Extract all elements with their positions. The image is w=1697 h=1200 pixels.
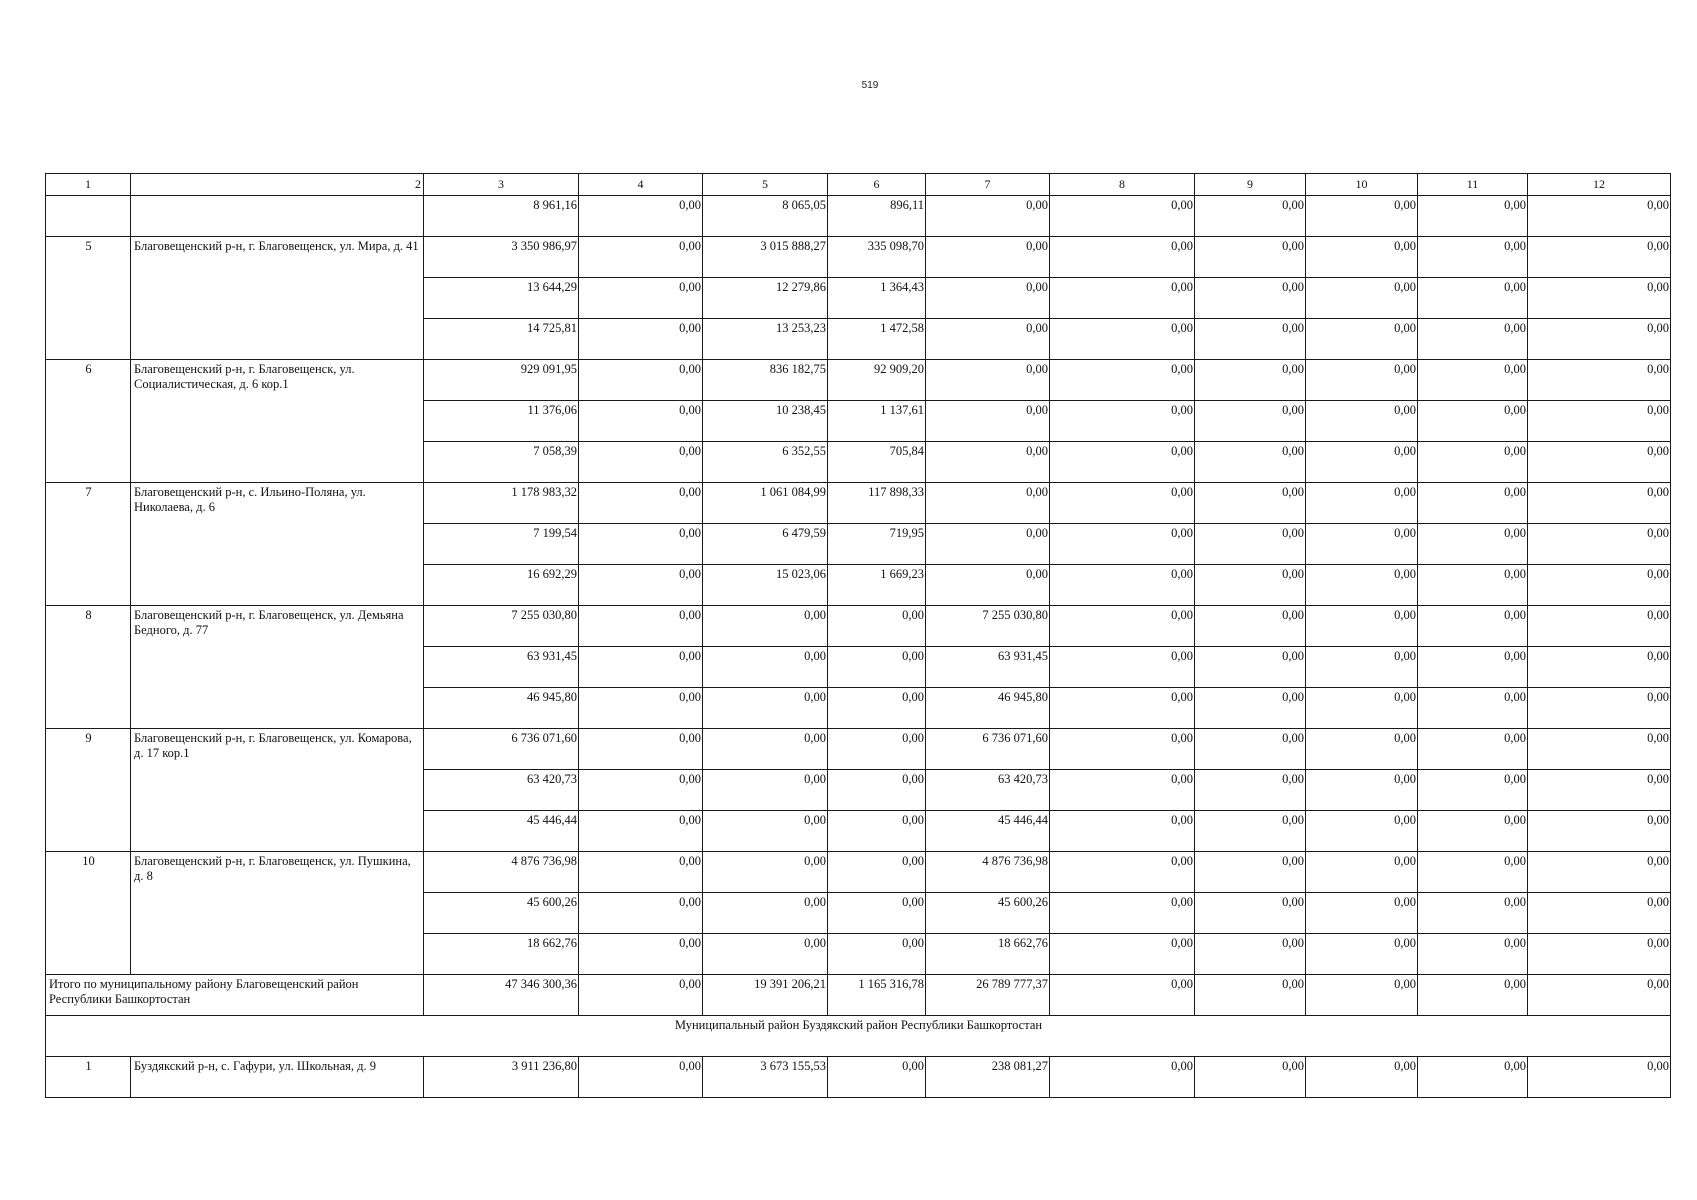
value-cell: 7 058,39 xyxy=(424,442,579,483)
object-number-cell: 7 xyxy=(46,483,131,606)
value-cell: 0,00 xyxy=(1050,524,1195,565)
value-cell: 19 391 206,21 xyxy=(703,975,828,1016)
value-cell: 0,00 xyxy=(1050,1057,1195,1098)
value-cell: 0,00 xyxy=(1195,688,1306,729)
value-cell: 0,00 xyxy=(703,770,828,811)
value-cell: 0,00 xyxy=(1528,811,1671,852)
section-title: Муниципальный район Буздякский район Республики Башкортостан xyxy=(46,1016,1671,1057)
value-cell: 0,00 xyxy=(579,360,703,401)
object-address-cell: Благовещенский р-н, г. Благовещенск, ул. Пушкина, д. 8 xyxy=(131,852,424,975)
column-number-cell: 2 xyxy=(131,174,424,196)
value-cell: 0,00 xyxy=(579,278,703,319)
table-row xyxy=(46,852,1671,893)
value-cell: 0,00 xyxy=(1306,319,1418,360)
value-cell: 0,00 xyxy=(1418,729,1528,770)
value-cell: 0,00 xyxy=(926,401,1050,442)
value-cell: 0,00 xyxy=(1306,483,1418,524)
object-number-cell xyxy=(46,196,131,237)
value-cell: 0,00 xyxy=(1050,975,1195,1016)
value-cell: 0,00 xyxy=(1050,647,1195,688)
value-cell: 0,00 xyxy=(1195,729,1306,770)
value-cell: 0,00 xyxy=(1418,606,1528,647)
table-row xyxy=(46,606,1671,647)
value-cell: 836 182,75 xyxy=(703,360,828,401)
column-number-cell: 11 xyxy=(1418,174,1528,196)
object-number-cell: 10 xyxy=(46,852,131,975)
value-cell: 0,00 xyxy=(1528,278,1671,319)
value-cell: 0,00 xyxy=(1195,237,1306,278)
value-cell: 1 178 983,32 xyxy=(424,483,579,524)
value-cell: 0,00 xyxy=(1418,319,1528,360)
value-cell: 7 255 030,80 xyxy=(424,606,579,647)
value-cell: 0,00 xyxy=(1418,442,1528,483)
value-cell: 0,00 xyxy=(579,975,703,1016)
column-number-row xyxy=(46,174,1671,196)
value-cell: 18 662,76 xyxy=(926,934,1050,975)
value-cell: 45 600,26 xyxy=(926,893,1050,934)
value-cell: 0,00 xyxy=(1418,647,1528,688)
value-cell: 0,00 xyxy=(1195,811,1306,852)
value-cell: 8 961,16 xyxy=(424,196,579,237)
object-number-cell: 8 xyxy=(46,606,131,729)
value-cell: 0,00 xyxy=(1195,770,1306,811)
value-cell: 0,00 xyxy=(1050,893,1195,934)
value-cell: 3 911 236,80 xyxy=(424,1057,579,1098)
column-number-cell: 4 xyxy=(579,174,703,196)
total-label: Итого по муниципальному району Благовещенский район Республики Башкортостан xyxy=(46,975,424,1016)
value-cell: 0,00 xyxy=(1306,278,1418,319)
value-cell: 0,00 xyxy=(1050,196,1195,237)
value-cell: 0,00 xyxy=(579,893,703,934)
value-cell: 0,00 xyxy=(1418,237,1528,278)
value-cell: 0,00 xyxy=(1528,401,1671,442)
value-cell: 0,00 xyxy=(703,729,828,770)
value-cell: 0,00 xyxy=(926,278,1050,319)
value-cell: 6 736 071,60 xyxy=(424,729,579,770)
value-cell: 13 253,23 xyxy=(703,319,828,360)
object-address-cell xyxy=(131,196,424,237)
section-row xyxy=(46,1016,1671,1057)
value-cell: 45 600,26 xyxy=(424,893,579,934)
value-cell: 0,00 xyxy=(1528,729,1671,770)
value-cell: 0,00 xyxy=(1418,524,1528,565)
value-cell: 13 644,29 xyxy=(424,278,579,319)
value-cell: 0,00 xyxy=(579,934,703,975)
value-cell: 0,00 xyxy=(1195,852,1306,893)
value-cell: 10 238,45 xyxy=(703,401,828,442)
value-cell: 0,00 xyxy=(828,647,926,688)
table-row xyxy=(46,196,1671,237)
value-cell: 0,00 xyxy=(1528,893,1671,934)
object-number-cell: 6 xyxy=(46,360,131,483)
value-cell: 0,00 xyxy=(1195,360,1306,401)
value-cell: 0,00 xyxy=(1050,360,1195,401)
value-cell: 7 199,54 xyxy=(424,524,579,565)
value-cell: 0,00 xyxy=(1418,893,1528,934)
value-cell: 0,00 xyxy=(1418,401,1528,442)
value-cell: 0,00 xyxy=(1050,729,1195,770)
value-cell: 3 015 888,27 xyxy=(703,237,828,278)
value-cell: 0,00 xyxy=(579,524,703,565)
value-cell: 0,00 xyxy=(579,647,703,688)
value-cell: 3 350 986,97 xyxy=(424,237,579,278)
value-cell: 6 736 071,60 xyxy=(926,729,1050,770)
value-cell: 0,00 xyxy=(579,483,703,524)
value-cell: 0,00 xyxy=(1050,401,1195,442)
value-cell: 26 789 777,37 xyxy=(926,975,1050,1016)
value-cell: 0,00 xyxy=(1306,688,1418,729)
value-cell: 0,00 xyxy=(1195,442,1306,483)
value-cell: 0,00 xyxy=(828,811,926,852)
column-number-cell: 6 xyxy=(828,174,926,196)
value-cell: 46 945,80 xyxy=(926,688,1050,729)
value-cell: 14 725,81 xyxy=(424,319,579,360)
value-cell: 1 165 316,78 xyxy=(828,975,926,1016)
value-cell: 0,00 xyxy=(1195,606,1306,647)
value-cell: 0,00 xyxy=(1195,975,1306,1016)
value-cell: 92 909,20 xyxy=(828,360,926,401)
table-row xyxy=(46,729,1671,770)
register-table xyxy=(45,173,1671,1098)
value-cell: 0,00 xyxy=(828,1057,926,1098)
value-cell: 0,00 xyxy=(1418,360,1528,401)
value-cell: 0,00 xyxy=(1195,483,1306,524)
value-cell: 0,00 xyxy=(1050,606,1195,647)
value-cell: 63 420,73 xyxy=(424,770,579,811)
column-number-cell: 8 xyxy=(1050,174,1195,196)
value-cell: 47 346 300,36 xyxy=(424,975,579,1016)
value-cell: 1 472,58 xyxy=(828,319,926,360)
value-cell: 0,00 xyxy=(579,237,703,278)
value-cell: 0,00 xyxy=(1050,934,1195,975)
value-cell: 45 446,44 xyxy=(926,811,1050,852)
value-cell: 12 279,86 xyxy=(703,278,828,319)
page-number: 519 xyxy=(861,80,879,91)
value-cell: 0,00 xyxy=(1050,278,1195,319)
value-cell: 0,00 xyxy=(1306,442,1418,483)
value-cell: 0,00 xyxy=(1418,688,1528,729)
value-cell: 0,00 xyxy=(1528,442,1671,483)
column-number-cell: 9 xyxy=(1195,174,1306,196)
value-cell: 0,00 xyxy=(1418,1057,1528,1098)
value-cell: 0,00 xyxy=(1306,729,1418,770)
value-cell: 0,00 xyxy=(1528,319,1671,360)
value-cell: 11 376,06 xyxy=(424,401,579,442)
value-cell: 0,00 xyxy=(1306,975,1418,1016)
value-cell: 0,00 xyxy=(1418,483,1528,524)
value-cell: 0,00 xyxy=(926,524,1050,565)
value-cell: 335 098,70 xyxy=(828,237,926,278)
value-cell: 0,00 xyxy=(1418,811,1528,852)
value-cell: 0,00 xyxy=(926,196,1050,237)
value-cell: 0,00 xyxy=(1528,647,1671,688)
value-cell: 0,00 xyxy=(1050,565,1195,606)
value-cell: 0,00 xyxy=(579,729,703,770)
value-cell: 0,00 xyxy=(1418,975,1528,1016)
value-cell: 0,00 xyxy=(1418,852,1528,893)
value-cell: 0,00 xyxy=(1306,893,1418,934)
object-number-cell: 5 xyxy=(46,237,131,360)
value-cell: 0,00 xyxy=(1418,565,1528,606)
value-cell: 0,00 xyxy=(1418,196,1528,237)
value-cell: 0,00 xyxy=(1306,401,1418,442)
column-number-cell: 12 xyxy=(1528,174,1671,196)
column-number-cell: 7 xyxy=(926,174,1050,196)
value-cell: 238 081,27 xyxy=(926,1057,1050,1098)
value-cell: 0,00 xyxy=(703,934,828,975)
value-cell: 4 876 736,98 xyxy=(424,852,579,893)
value-cell: 0,00 xyxy=(1306,606,1418,647)
value-cell: 0,00 xyxy=(1528,483,1671,524)
value-cell: 0,00 xyxy=(1195,524,1306,565)
value-cell: 0,00 xyxy=(579,688,703,729)
value-cell: 0,00 xyxy=(1528,975,1671,1016)
value-cell: 0,00 xyxy=(1306,852,1418,893)
value-cell: 0,00 xyxy=(579,565,703,606)
value-cell: 0,00 xyxy=(1195,401,1306,442)
value-cell: 6 352,55 xyxy=(703,442,828,483)
value-cell: 4 876 736,98 xyxy=(926,852,1050,893)
value-cell: 1 669,23 xyxy=(828,565,926,606)
value-cell: 0,00 xyxy=(703,811,828,852)
value-cell: 0,00 xyxy=(1050,442,1195,483)
value-cell: 0,00 xyxy=(703,852,828,893)
value-cell: 63 931,45 xyxy=(926,647,1050,688)
value-cell: 63 931,45 xyxy=(424,647,579,688)
value-cell: 15 023,06 xyxy=(703,565,828,606)
value-cell: 1 137,61 xyxy=(828,401,926,442)
object-number-cell: 1 xyxy=(46,1057,131,1098)
column-number-cell: 3 xyxy=(424,174,579,196)
value-cell: 705,84 xyxy=(828,442,926,483)
value-cell: 0,00 xyxy=(579,319,703,360)
value-cell: 0,00 xyxy=(828,852,926,893)
object-number-cell: 9 xyxy=(46,729,131,852)
value-cell: 0,00 xyxy=(926,565,1050,606)
value-cell: 0,00 xyxy=(1528,852,1671,893)
value-cell: 0,00 xyxy=(579,606,703,647)
object-address-cell: Благовещенский р-н, г. Благовещенск, ул. Комарова, д. 17 кор.1 xyxy=(131,729,424,852)
value-cell: 0,00 xyxy=(1306,1057,1418,1098)
value-cell: 0,00 xyxy=(926,483,1050,524)
value-cell: 0,00 xyxy=(1306,196,1418,237)
table-row xyxy=(46,1057,1671,1098)
value-cell: 7 255 030,80 xyxy=(926,606,1050,647)
value-cell: 0,00 xyxy=(1306,647,1418,688)
object-address-cell: Благовещенский р-н, г. Благовещенск, ул. Мира, д. 41 xyxy=(131,237,424,360)
value-cell: 0,00 xyxy=(579,811,703,852)
value-cell: 0,00 xyxy=(828,934,926,975)
value-cell: 0,00 xyxy=(703,688,828,729)
value-cell: 0,00 xyxy=(703,647,828,688)
total-row xyxy=(46,975,1671,1016)
value-cell: 0,00 xyxy=(579,770,703,811)
value-cell: 0,00 xyxy=(1195,565,1306,606)
value-cell: 0,00 xyxy=(1195,319,1306,360)
value-cell: 0,00 xyxy=(1306,934,1418,975)
value-cell: 0,00 xyxy=(1306,565,1418,606)
value-cell: 63 420,73 xyxy=(926,770,1050,811)
object-address-cell: Благовещенский р-н, с. Ильино-Поляна, ул. Николаева, д. 6 xyxy=(131,483,424,606)
value-cell: 0,00 xyxy=(1306,237,1418,278)
value-cell: 0,00 xyxy=(1306,811,1418,852)
value-cell: 0,00 xyxy=(703,893,828,934)
value-cell: 45 446,44 xyxy=(424,811,579,852)
value-cell: 0,00 xyxy=(1195,1057,1306,1098)
object-address-cell: Буздякский р-н, с. Гафури, ул. Школьная, д. 9 xyxy=(131,1057,424,1098)
table-row xyxy=(46,483,1671,524)
value-cell: 0,00 xyxy=(1050,770,1195,811)
column-number-cell: 5 xyxy=(703,174,828,196)
value-cell: 8 065,05 xyxy=(703,196,828,237)
value-cell: 929 091,95 xyxy=(424,360,579,401)
value-cell: 0,00 xyxy=(1195,934,1306,975)
value-cell: 0,00 xyxy=(828,893,926,934)
value-cell: 46 945,80 xyxy=(424,688,579,729)
value-cell: 0,00 xyxy=(1528,237,1671,278)
value-cell: 0,00 xyxy=(926,319,1050,360)
value-cell: 0,00 xyxy=(926,237,1050,278)
value-cell: 0,00 xyxy=(1528,934,1671,975)
value-cell: 16 692,29 xyxy=(424,565,579,606)
value-cell: 0,00 xyxy=(1306,360,1418,401)
value-cell: 0,00 xyxy=(1195,278,1306,319)
value-cell: 0,00 xyxy=(1528,1057,1671,1098)
value-cell: 6 479,59 xyxy=(703,524,828,565)
value-cell: 0,00 xyxy=(1050,237,1195,278)
value-cell: 0,00 xyxy=(926,360,1050,401)
value-cell: 0,00 xyxy=(828,729,926,770)
value-cell: 0,00 xyxy=(1528,565,1671,606)
value-cell: 0,00 xyxy=(1528,360,1671,401)
value-cell: 0,00 xyxy=(703,606,828,647)
value-cell: 0,00 xyxy=(579,401,703,442)
value-cell: 0,00 xyxy=(1306,524,1418,565)
value-cell: 0,00 xyxy=(828,606,926,647)
value-cell: 0,00 xyxy=(1418,770,1528,811)
table-row xyxy=(46,237,1671,278)
value-cell: 0,00 xyxy=(1418,278,1528,319)
column-number-cell: 10 xyxy=(1306,174,1418,196)
value-cell: 719,95 xyxy=(828,524,926,565)
value-cell: 1 364,43 xyxy=(828,278,926,319)
value-cell: 0,00 xyxy=(1528,196,1671,237)
value-cell: 117 898,33 xyxy=(828,483,926,524)
value-cell: 0,00 xyxy=(579,1057,703,1098)
object-address-cell: Благовещенский р-н, г. Благовещенск, ул. Демьяна Бедного, д. 77 xyxy=(131,606,424,729)
value-cell: 0,00 xyxy=(1528,524,1671,565)
value-cell: 0,00 xyxy=(926,442,1050,483)
value-cell: 0,00 xyxy=(579,196,703,237)
value-cell: 0,00 xyxy=(1418,934,1528,975)
column-number-cell: 1 xyxy=(46,174,131,196)
value-cell: 0,00 xyxy=(828,688,926,729)
value-cell: 18 662,76 xyxy=(424,934,579,975)
value-cell: 0,00 xyxy=(579,442,703,483)
value-cell: 0,00 xyxy=(1528,770,1671,811)
value-cell: 0,00 xyxy=(1195,647,1306,688)
value-cell: 0,00 xyxy=(1306,770,1418,811)
value-cell: 0,00 xyxy=(1050,483,1195,524)
value-cell: 1 061 084,99 xyxy=(703,483,828,524)
value-cell: 3 673 155,53 xyxy=(703,1057,828,1098)
value-cell: 0,00 xyxy=(1528,688,1671,729)
table-row xyxy=(46,360,1671,401)
object-address-cell: Благовещенский р-н, г. Благовещенск, ул. Социалистическая, д. 6 кор.1 xyxy=(131,360,424,483)
value-cell: 0,00 xyxy=(1195,893,1306,934)
value-cell: 0,00 xyxy=(1195,196,1306,237)
value-cell: 0,00 xyxy=(1050,688,1195,729)
value-cell: 0,00 xyxy=(1050,811,1195,852)
value-cell: 0,00 xyxy=(1528,606,1671,647)
value-cell: 0,00 xyxy=(1050,852,1195,893)
value-cell: 0,00 xyxy=(579,852,703,893)
value-cell: 0,00 xyxy=(828,770,926,811)
value-cell: 0,00 xyxy=(1050,319,1195,360)
value-cell: 896,11 xyxy=(828,196,926,237)
